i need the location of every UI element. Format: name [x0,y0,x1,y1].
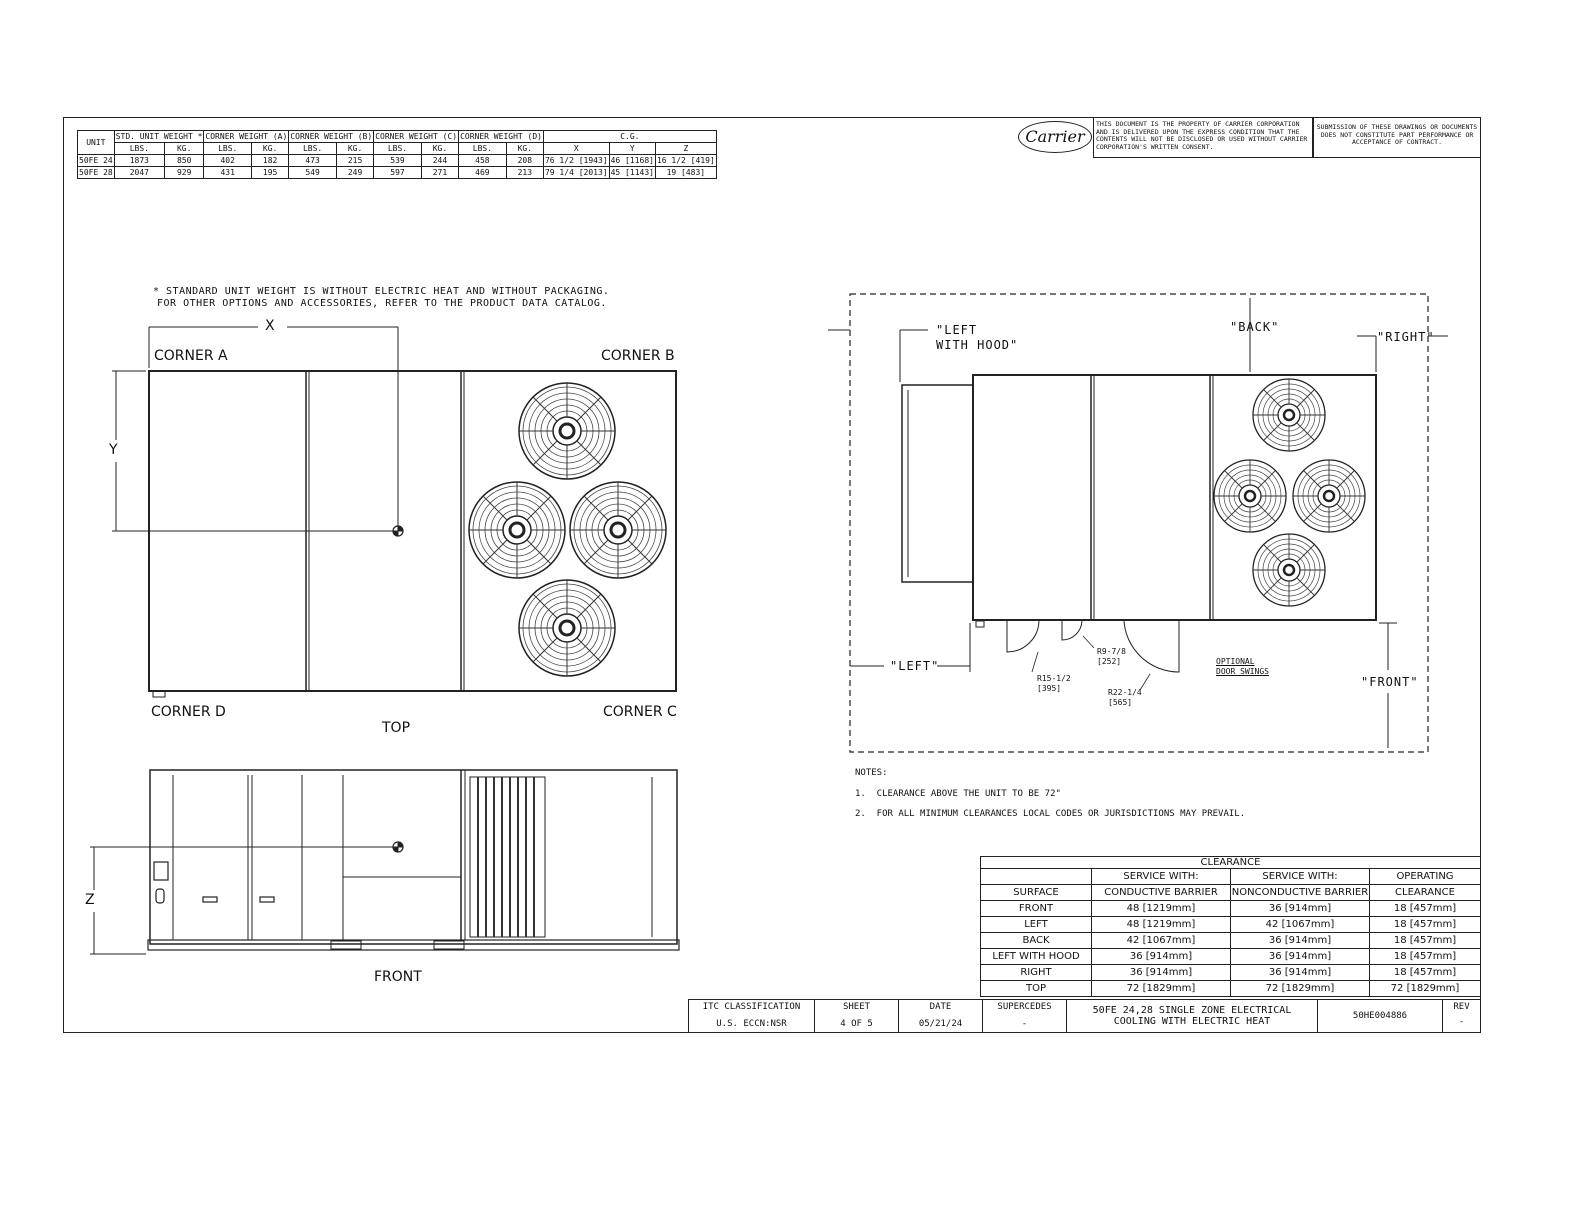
table-row [981,917,1481,933]
cell: 36 [914mm] [1231,965,1370,981]
note-2: 2. FOR ALL MINIMUM CLEARANCES LOCAL CODES OR JURISDICTIONS MAY PREVAIL. [855,809,1246,819]
corner-d-label: CORNER D [151,704,226,720]
cell: 929 [165,167,204,179]
sheet-value: 4 OF 5 [840,1019,873,1029]
cell: 249 [336,167,373,179]
cell: 208 [506,155,543,167]
header-cell: SURFACE [981,885,1092,901]
surface-cell: LEFT [981,917,1092,933]
cell: 18 [457mm] [1370,965,1481,981]
kg-header: KG. [252,143,289,155]
condenser-fan-icon [519,383,615,479]
cell: 46 [1168] [610,155,654,165]
submission-notice: SUBMISSION OF THESE DRAWINGS OR DOCUMENTS DOES NOT CONSTITUTE PART PERFORMANCE OR ACCEPTANCE OF CONTRACT. [1316,123,1478,146]
cell: 48 [1219mm] [1092,901,1231,917]
surface-cell: LEFT WITH HOOD [981,949,1092,965]
table-row [981,981,1481,997]
condenser-fan-icon [519,580,615,676]
cell: 72 [1829mm] [1231,981,1370,997]
cg-header: C.G. [543,131,716,143]
left-with-hood-label: "LEFT WITH HOOD" [936,323,1019,352]
corner-a-label: CORNER A [154,348,228,364]
notes-title: NOTES: [855,768,888,778]
std-weight-header: STD. UNIT WEIGHT * [115,131,203,141]
weight-note-2: FOR OTHER OPTIONS AND ACCESSORIES, REFER TO THE PRODUCT DATA CATALOG. [157,298,607,309]
lbs-header: LBS. [459,143,507,155]
lbs-header: LBS. [204,143,252,155]
cell: 1873 [114,155,164,167]
left-label: "LEFT" [890,659,940,673]
back-label: "BACK" [1230,320,1280,334]
drawing-number: 50HE004886 [1352,1011,1408,1021]
supercedes-value: - [1021,1019,1028,1029]
door-radius-medium: R15-1/2 [395] [1037,674,1071,693]
note-1: 1. CLEARANCE ABOVE THE UNIT TO BE 72" [855,789,1061,799]
surface-cell: TOP [981,981,1092,997]
cell: 18 [457mm] [1370,933,1481,949]
property-notice: THIS DOCUMENT IS THE PROPERTY OF CARRIER CORPORATION AND IS DELIVERED UPON THE EXPRESS CONDITION THAT THE CONTENTS WILL NOT BE DISCLOSED OR USED WITHOUT CARRIER CORPORATION'S WRITTEN CONSENT. [1096,120,1308,151]
front-label: "FRONT" [1361,675,1419,689]
date-label: DATE [929,1002,952,1012]
table-row [981,949,1481,965]
condenser-fan-icon [1253,534,1325,606]
dim-z-label: Z [85,892,95,908]
clearance-view [828,294,1448,752]
cell: 45 [1143] [610,167,654,177]
right-label: "RIGHT" [1377,330,1435,344]
condenser-fan-icon [1293,460,1365,532]
y-header: Y [609,143,655,155]
cell: 597 [374,167,422,179]
lbs-header: LBS. [374,143,422,155]
kg-header: KG. [421,143,458,155]
corner-c-label: CORNER C [603,704,677,720]
cell: 72 [1829mm] [1370,981,1481,997]
drawing-description: 50FE 24,28 SINGLE ZONE ELECTRICAL COOLING WITH ELECTRIC HEAT [1092,1005,1292,1027]
cell: 36 [914mm] [1231,901,1370,917]
header-cell: NONCONDUCTIVE BARRIER [1231,885,1370,901]
cell: 213 [506,167,543,179]
x-header: X [543,143,609,155]
cell: 76 1/2 [1943] [544,155,608,165]
cell: 431 [204,167,252,179]
itc-label: ITC CLASSIFICATION [702,1002,801,1012]
cell: 195 [252,167,289,179]
corner-c-header: CORNER WEIGHT (C) [375,131,458,141]
header-cell: SERVICE WITH: [1231,869,1370,885]
cell: 72 [1829mm] [1092,981,1231,997]
kg-header: KG. [165,143,204,155]
unit-header: UNIT [78,131,115,155]
cell: 36 [914mm] [1092,965,1231,981]
rev-value: - [1458,1017,1465,1027]
cell: 549 [289,167,337,179]
date-value: 05/21/24 [918,1019,963,1029]
cell: 2047 [114,167,164,179]
cell: 271 [421,167,458,179]
z-header: Z [655,143,716,155]
cell: 79 1/4 [2013] [544,167,608,177]
clearance-table-title: CLEARANCE [981,857,1481,869]
clearance-table [980,856,1481,997]
cell: 182 [252,155,289,167]
corner-a-header: CORNER WEIGHT (A) [205,131,288,141]
lbs-header: LBS. [114,143,164,155]
cell: 36 [914mm] [1231,933,1370,949]
cell: 16 1/2 [419] [656,155,715,165]
corner-b-label: CORNER B [601,348,675,364]
condenser-fan-icon [1214,460,1286,532]
kg-header: KG. [336,143,373,155]
cell: 48 [1219mm] [1092,917,1231,933]
kg-header: KG. [506,143,543,155]
door-radius-large: R22-1/4 [565] [1108,688,1142,707]
cell: 36 [914mm] [1092,949,1231,965]
cell: 42 [1067mm] [1231,917,1370,933]
top-view-caption: TOP [382,720,411,736]
header-cell [981,869,1092,885]
surface-cell: RIGHT [981,965,1092,981]
front-view [90,770,679,954]
lbs-header: LBS. [289,143,337,155]
surface-cell: FRONT [981,901,1092,917]
cell: 473 [289,155,337,167]
cell: 18 [457mm] [1370,917,1481,933]
unit-cell: 50FE 28 [79,167,113,177]
cell: 19 [483] [655,167,716,179]
corner-b-header: CORNER WEIGHT (B) [290,131,373,141]
cell: 244 [421,155,458,167]
title-block [688,999,1481,1033]
table-row [981,933,1481,949]
cell: 36 [914mm] [1231,949,1370,965]
cell: 850 [165,155,204,167]
condenser-fan-icon [570,482,666,578]
front-view-caption: FRONT [374,969,422,985]
table-row [981,965,1481,981]
rev-label: REV [1453,1002,1470,1012]
weight-note-1: * STANDARD UNIT WEIGHT IS WITHOUT ELECTRIC HEAT AND WITHOUT PACKAGING. [153,286,610,297]
cell: 469 [459,167,507,179]
header-cell: CLEARANCE [1370,885,1481,901]
dim-x-label: X [265,318,275,334]
supercedes-label: SUPERCEDES [997,1002,1052,1012]
condenser-fan-icon [469,482,565,578]
carrier-logo: Carrier [1018,121,1092,153]
cell: 18 [457mm] [1370,949,1481,965]
header-cell: CONDUCTIVE BARRIER [1092,885,1231,901]
header-cell: OPERATING [1370,869,1481,885]
corner-d-header: CORNER WEIGHT (D) [460,131,542,141]
condenser-fan-icon [1253,379,1325,451]
sheet-label: SHEET [842,1002,871,1012]
surface-cell: BACK [981,933,1092,949]
cell: 42 [1067mm] [1092,933,1231,949]
table-row [981,901,1481,917]
itc-value: U.S. ECCN:NSR [716,1019,787,1029]
header-cell: SERVICE WITH: [1092,869,1231,885]
door-radius-small: R9-7/8 [252] [1097,647,1126,666]
door-swings-label: OPTIONAL DOOR SWINGS [1216,657,1269,676]
dim-y-label: Y [109,442,118,458]
cell: 458 [459,155,507,167]
cell: 18 [457mm] [1370,901,1481,917]
cell: 402 [204,155,252,167]
unit-cell: 50FE 24 [79,155,113,165]
cell: 215 [336,155,373,167]
cell: 539 [374,155,422,167]
